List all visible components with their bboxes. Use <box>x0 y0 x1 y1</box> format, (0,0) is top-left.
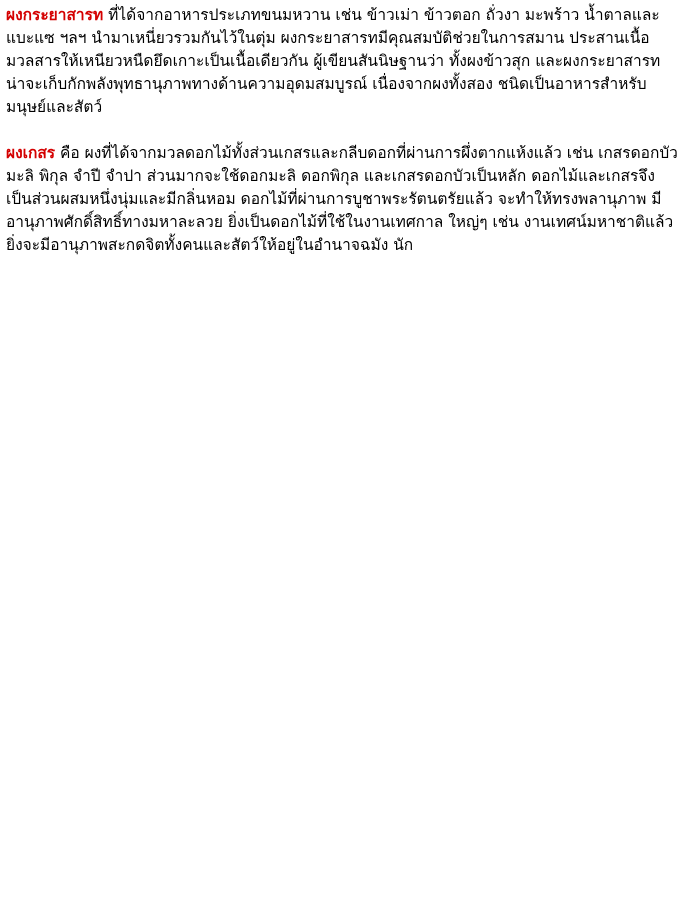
term-kraya-sart: ผงกระยาสารท <box>6 6 104 24</box>
document-body <box>6 4 678 280</box>
paragraph-text: คือ ผงที่ได้จากมวลดอกไม้ทั้งส่วนเกสรและกลีบดอกที่ผ่านการผึ่งตากแห้งแล้ว เช่น เกสรดอกบัว มะลิ พิกุล จำปี จำปา ส่วนมากจะใช้ดอกมะลิ ดอกพิกุล และเกสรดอกบัวเป็นหลัก ดอกไม้และเกสรจึงเป็นส่วนผสมหนึ่งนุ่มและมีกลิ่นหอม ดอกไม้ที่ผ่านการบูชาพระรัตนตรัยแล้ว จะทำให้ทรงพลานุภาพ มีอานุภาพศักดิ์สิทธิ์ทางมหาละลวย ยิ่งเป็นดอกไม้ที่ใช้ในงานเทศกาล ใหญ่ๆ เช่น งานเทศน์มหาชาติแล้ว ยิ่งจะมีอานุภาพสะกดจิตทั้งคนและสัตว์ให้อยู่ในอำนาจฉมัง นัก <box>6 144 678 254</box>
paragraph-kraya-sart <box>6 4 678 119</box>
paragraph-text: ที่ได้จากอาหารประเภทขนมหวาน เช่น ข้าวเม่า ข้าวตอก ถั่วงา มะพร้าว น้ำตาลและแบะแซ ฯลฯ นำมาเหนี่ยวรวมกันไว้ในตุ่ม ผงกระยาสารทมีคุณสมบัติช่วยในการสมาน ประสานเนื้อมวลสารให้เหนียวหนืดยึดเกาะเป็นเนื้อเดียวกัน ผู้เขียนสันนิษฐานว่า ทั้งผงข้าวสุก และผงกระยาสารทน่าจะเก็บกักพลังพุทธานุภาพทางด้านความอุดมสมบูรณ์ เนื่องจากผงทั้งสอง ชนิดเป็นอาหารสำหรับมนุษย์และสัตว์ <box>6 6 661 116</box>
term-kesorn: ผงเกสร <box>6 144 56 162</box>
paragraph-kesorn <box>6 142 678 257</box>
